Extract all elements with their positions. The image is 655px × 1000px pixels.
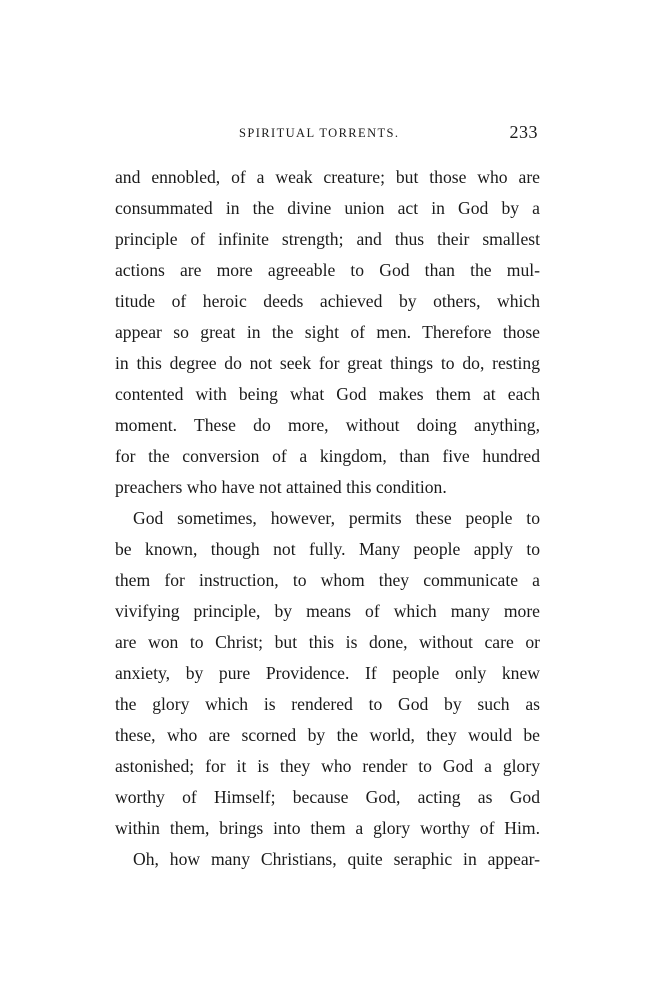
running-head: [115, 122, 540, 150]
text-line: worthy of Himself; because God, acting as God: [115, 787, 540, 807]
text-line: God sometimes, however, permits these people to: [133, 508, 540, 528]
body-text: [115, 162, 540, 875]
text-line: Oh, how many Christians, quite seraphic in appear-: [133, 849, 540, 869]
text-line: the glory which is rendered to God by such as: [115, 694, 540, 714]
text-line: moment. These do more, without doing anything,: [115, 415, 540, 435]
text-line: appear so great in the sight of men. Therefore those: [115, 322, 540, 342]
text-line: principle of infinite strength; and thus their smallest: [115, 229, 540, 249]
text-line: and ennobled, of a weak creature; but those who are: [115, 167, 540, 187]
text-line: titude of heroic deeds achieved by others, which: [115, 291, 540, 311]
page-number: 233: [509, 122, 538, 142]
text-line: for the conversion of a kingdom, than five hundred: [115, 446, 540, 466]
text-line: be known, though not fully. Many people apply to: [115, 539, 540, 559]
running-title: SPIRITUAL TORRENTS.: [239, 126, 400, 140]
text-line: consummated in the divine union act in God by a: [115, 198, 540, 218]
text-line: anxiety, by pure Providence. If people only knew: [115, 663, 540, 683]
text-line: these, who are scorned by the world, they would be: [115, 725, 540, 745]
text-line: actions are more agreeable to God than the mul-: [115, 260, 540, 280]
text-line: vivifying principle, by means of which many more: [115, 601, 540, 621]
text-line: are won to Christ; but this is done, without care or: [115, 632, 540, 652]
text-line: astonished; for it is they who render to God a glory: [115, 756, 540, 776]
text-line: in this degree do not seek for great things to do, resting: [115, 353, 540, 373]
text-line: preachers who have not attained this condition.: [115, 477, 447, 497]
text-line: within them, brings into them a glory worthy of Him.: [115, 818, 540, 838]
text-line: them for instruction, to whom they communicate a: [115, 570, 540, 590]
text-line: contented with being what God makes them at each: [115, 384, 540, 404]
